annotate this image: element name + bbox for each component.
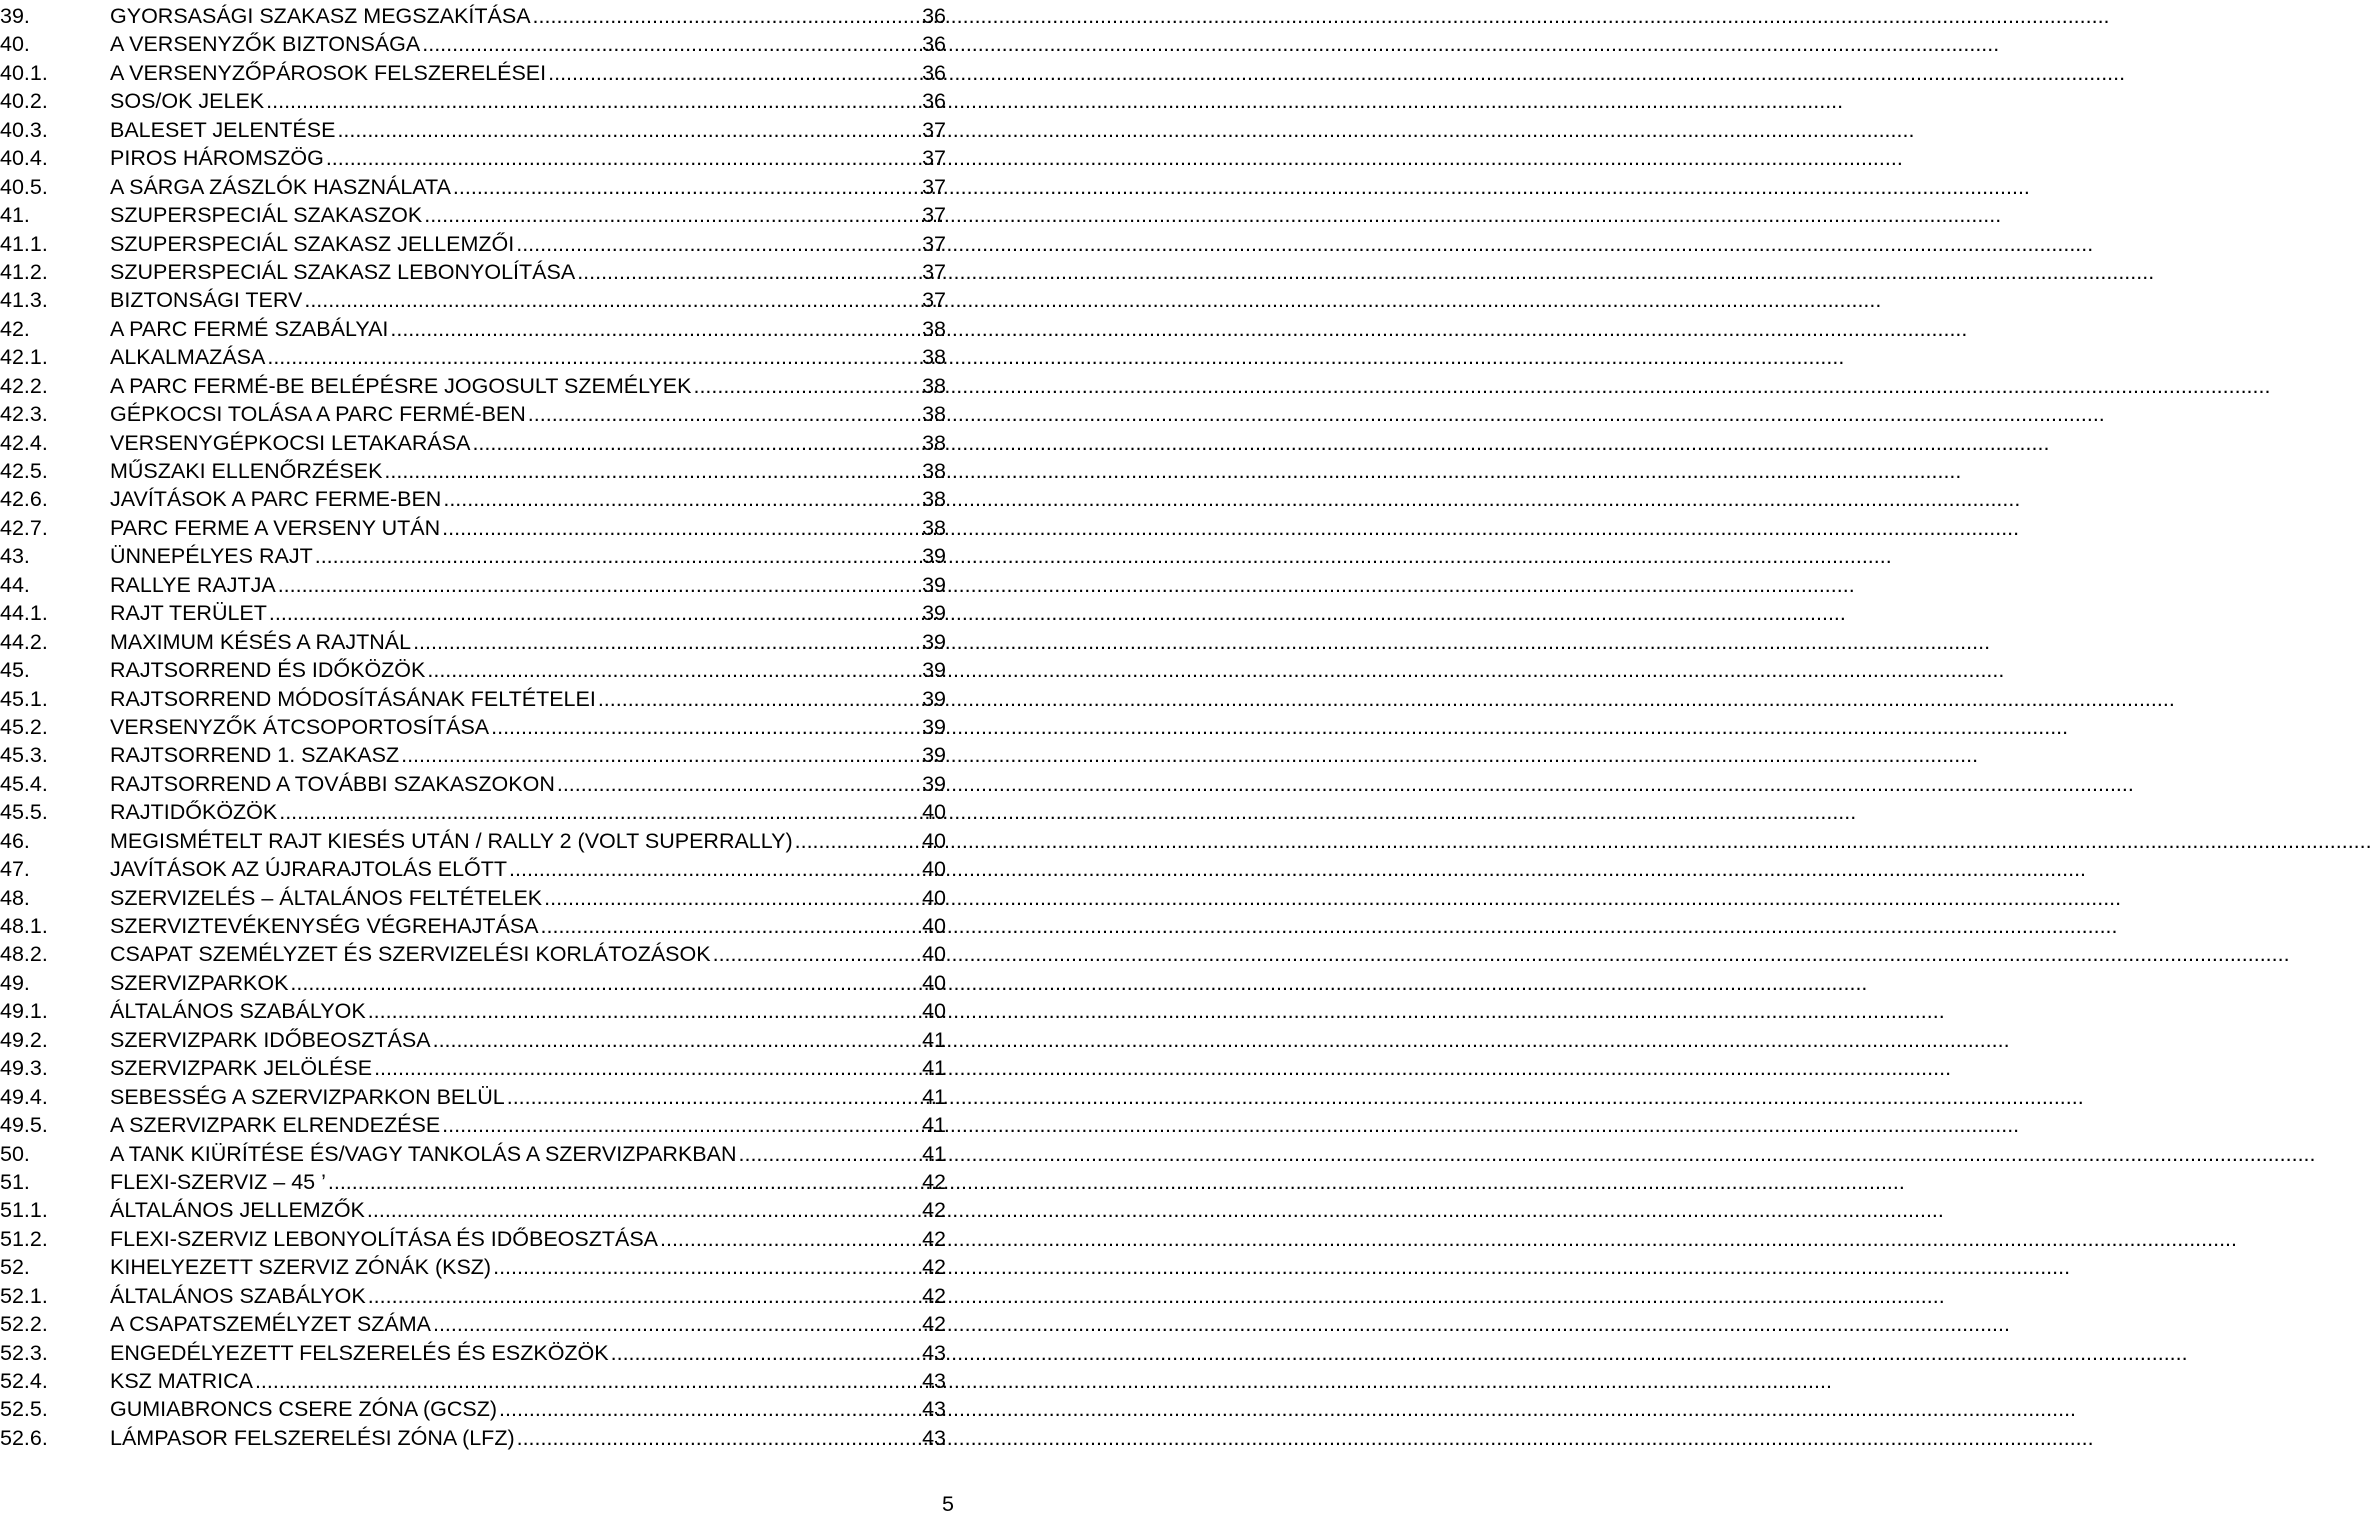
toc-entry-title: MAXIMUM KÉSÉS A RAJTNÁL <box>110 629 412 654</box>
toc-entry-number: 52.6. <box>0 1425 48 1450</box>
toc-entry-number: 48.1. <box>0 914 48 938</box>
toc-entry[interactable] <box>0 485 946 513</box>
toc-entry-title: FLEXI-SZERVIZ – 45 ’ <box>110 1169 326 1194</box>
toc-leader-dots <box>557 770 914 798</box>
toc-entry-title: RAJTSORREND ÉS IDŐKÖZÖK <box>110 658 426 683</box>
toc-entry[interactable] <box>0 713 946 741</box>
toc-entry-number: 44.1. <box>0 601 48 626</box>
toc-entry-title: SOS/OK JELEK <box>110 89 265 114</box>
toc-leader-dots <box>517 1424 914 1452</box>
toc-entry-title: A VERSENYZŐK BIZTONSÁGA <box>110 32 421 57</box>
toc-entry-number: 51. <box>0 1169 30 1194</box>
toc-leader-dots <box>533 2 914 30</box>
toc-entry-number: 40. <box>0 32 30 57</box>
toc-entry-page: 40 <box>922 914 946 938</box>
toc-entry-number: 45. <box>0 658 30 683</box>
toc-entry-title: SZERVIZPARK JELÖLÉSE <box>110 1056 373 1081</box>
toc-entry-page: 39 <box>922 544 946 569</box>
toc-entry[interactable] <box>0 599 946 627</box>
toc-entry-page: 41 <box>922 1113 946 1138</box>
toc-entry-title: GUMIABRONCS CSERE ZÓNA (GCSZ) <box>110 1397 498 1422</box>
toc-entry-title: BIZTONSÁGI TERV <box>110 288 303 313</box>
toc-leader-dots <box>413 628 914 656</box>
toc-entry[interactable] <box>0 884 946 912</box>
toc-entry[interactable] <box>0 30 946 58</box>
page-number: 5 <box>942 1492 954 1516</box>
toc-entry-title: SZUPERSPECIÁL SZAKASZOK <box>110 203 423 228</box>
toc-entry[interactable] <box>0 1225 946 1253</box>
toc-leader-dots <box>453 173 914 201</box>
toc-entry-number: 40.3. <box>0 117 48 142</box>
toc-entry-title: A PARC FERMÉ SZABÁLYAI <box>110 316 389 341</box>
toc-entry-title: BALESET JELENTÉSE <box>110 117 336 142</box>
toc-entry-title: JAVÍTÁSOK AZ ÚJRARAJTOLÁS ELŐTT <box>110 857 508 882</box>
toc-entry-page: 39 <box>922 714 946 739</box>
toc-entry-page: 38 <box>922 373 946 398</box>
toc-entry-page: 37 <box>922 146 946 171</box>
toc-entry-number: 40.1. <box>0 60 48 85</box>
toc-leader-dots <box>493 1253 914 1281</box>
toc-entry-page: 37 <box>922 203 946 228</box>
toc-entry-number: 49.3. <box>0 1056 48 1081</box>
toc-entry[interactable] <box>0 1395 946 1423</box>
toc-entry-page: 37 <box>922 117 946 142</box>
toc-entry-number: 52.4. <box>0 1369 48 1393</box>
toc-leader-dots <box>544 884 914 912</box>
toc-entry-number: 49.5. <box>0 1113 48 1138</box>
toc-entry-page: 40 <box>922 857 946 882</box>
toc-entry-number: 41. <box>0 203 30 228</box>
toc-entry-title: ÁLTALÁNOS SZABÁLYOK <box>110 1283 366 1308</box>
toc-entry-number: 39. <box>0 4 30 28</box>
toc-entry-title: RAJT TERÜLET <box>110 601 267 626</box>
toc-entry[interactable] <box>0 457 946 485</box>
toc-entry-page: 39 <box>922 771 946 796</box>
toc-leader-dots <box>739 1140 914 1168</box>
toc-entry-page: 40 <box>922 999 946 1024</box>
toc-leader-dots <box>390 315 914 343</box>
toc-leader-dots <box>713 940 914 968</box>
toc-leader-dots <box>368 1282 914 1310</box>
toc-entry-page: 39 <box>922 572 946 597</box>
toc-leader-dots <box>433 1310 914 1338</box>
toc-entry-page: 37 <box>922 288 946 313</box>
toc-leader-dots <box>367 1196 914 1224</box>
toc-entry-title: CSAPAT SZEMÉLYZET ÉS SZERVIZELÉSI KORLÁTOZÁSOK <box>110 942 711 967</box>
toc-entry-number: 49. <box>0 970 30 995</box>
toc-entry-number: 42. <box>0 316 30 341</box>
toc-entry-number: 42.2. <box>0 373 48 398</box>
toc-entry-title: SZERVIZELÉS – ÁLTALÁNOS FELTÉTELEK <box>110 885 543 910</box>
toc-leader-dots <box>315 542 914 570</box>
toc-entry-title: GYORSASÁGI SZAKASZ MEGSZAKÍTÁSA <box>110 4 531 28</box>
toc-entry-page: 38 <box>922 430 946 455</box>
toc-entry-page: 39 <box>922 601 946 626</box>
toc-entry-title: A VERSENYZŐPÁROSOK FELSZERELÉSEI <box>110 60 547 85</box>
toc-entry-number: 41.2. <box>0 259 48 284</box>
toc-entry-page: 36 <box>922 89 946 114</box>
toc-leader-dots <box>795 827 914 855</box>
toc-entry[interactable] <box>0 628 946 656</box>
toc-entry-page: 43 <box>922 1369 946 1393</box>
toc-leader-dots <box>548 59 914 87</box>
toc-entry-page: 41 <box>922 1056 946 1081</box>
toc-entry[interactable] <box>0 1367 946 1395</box>
toc-entry-number: 52.3. <box>0 1340 48 1365</box>
toc-entry[interactable] <box>0 656 946 684</box>
toc-entry[interactable] <box>0 173 946 201</box>
toc-entry-number: 52.2. <box>0 1312 48 1337</box>
toc-entry-page: 42 <box>922 1169 946 1194</box>
toc-entry[interactable] <box>0 514 946 542</box>
toc-entry[interactable] <box>0 571 946 599</box>
toc-entry-page: 43 <box>922 1397 946 1422</box>
toc-leader-dots <box>427 656 914 684</box>
toc-entry-page: 40 <box>922 885 946 910</box>
toc-entry-title: RAJTSORREND MÓDOSÍTÁSÁNAK FELTÉTELEI <box>110 686 596 711</box>
toc-entry-title: RAJTSORREND 1. SZAKASZ <box>110 743 400 768</box>
toc-leader-dots <box>424 201 914 229</box>
toc-entry[interactable] <box>0 770 946 798</box>
toc-entry-page: 37 <box>922 259 946 284</box>
toc-entry-number: 42.3. <box>0 402 48 427</box>
toc-entry-number: 42.5. <box>0 459 48 483</box>
toc-entry[interactable] <box>0 542 946 570</box>
toc-leader-dots <box>611 1339 914 1367</box>
toc-entry-title: SZUPERSPECIÁL SZAKASZ JELLEMZŐI <box>110 231 515 256</box>
toc-leader-dots <box>337 116 914 144</box>
toc-entry-number: 42.1. <box>0 345 48 370</box>
toc-entry[interactable] <box>0 685 946 713</box>
toc-entry[interactable] <box>0 1140 946 1168</box>
toc-entry-number: 45.3. <box>0 743 48 768</box>
toc-entry-title: MEGISMÉTELT RAJT KIESÉS UTÁN / RALLY 2 (VOLT SUPERRALLY) <box>110 828 793 853</box>
toc-leader-dots <box>472 429 914 457</box>
toc-entry[interactable] <box>0 144 946 172</box>
toc-entry-page: 37 <box>922 231 946 256</box>
toc-entry-title: SZERVIZPARK IDŐBEOSZTÁSA <box>110 1027 431 1052</box>
table-of-contents <box>0 2 946 1452</box>
toc-entry-number: 51.2. <box>0 1226 48 1251</box>
toc-leader-dots <box>384 457 914 485</box>
toc-leader-dots <box>491 713 914 741</box>
toc-entry-number: 43. <box>0 544 30 569</box>
toc-entry-number: 52.5. <box>0 1397 48 1422</box>
toc-entry-title: ÁLTALÁNOS JELLEMZŐK <box>110 1198 365 1223</box>
toc-leader-dots <box>326 144 914 172</box>
toc-leader-dots <box>541 912 914 940</box>
toc-leader-dots <box>499 1395 914 1423</box>
toc-leader-dots <box>328 1168 914 1196</box>
toc-entry[interactable] <box>0 343 946 371</box>
document-page <box>0 0 960 1526</box>
toc-entry[interactable] <box>0 429 946 457</box>
toc-leader-dots <box>266 87 914 115</box>
toc-entry-page: 41 <box>922 1141 946 1166</box>
toc-entry[interactable] <box>0 315 946 343</box>
toc-leader-dots <box>290 969 914 997</box>
toc-entry-number: 41.1. <box>0 231 48 256</box>
toc-entry[interactable] <box>0 1253 946 1281</box>
toc-entry-number: 45.5. <box>0 800 48 825</box>
toc-entry-title: SZUPERSPECIÁL SZAKASZ LEBONYOLÍTÁSA <box>110 259 576 284</box>
toc-entry-page: 42 <box>922 1312 946 1337</box>
toc-entry[interactable] <box>0 1424 946 1452</box>
toc-leader-dots <box>368 997 914 1025</box>
toc-leader-dots <box>528 400 914 428</box>
toc-entry-page: 40 <box>922 800 946 825</box>
toc-entry-page: 38 <box>922 459 946 483</box>
toc-entry-title: RAJTSORREND A TOVÁBBI SZAKASZOKON <box>110 771 555 796</box>
toc-leader-dots <box>516 230 914 258</box>
toc-leader-dots <box>507 1083 914 1111</box>
toc-entry[interactable] <box>0 1111 946 1139</box>
toc-leader-dots <box>433 1026 914 1054</box>
toc-entry[interactable] <box>0 1026 946 1054</box>
toc-leader-dots <box>374 1054 914 1082</box>
toc-leader-dots <box>255 1367 914 1395</box>
toc-entry-page: 38 <box>922 487 946 512</box>
toc-entry[interactable] <box>0 230 946 258</box>
toc-entry-title: VERSENYGÉPKOCSI LETAKARÁSA <box>110 430 471 455</box>
toc-entry-number: 49.2. <box>0 1027 48 1052</box>
toc-entry-number: 42.7. <box>0 515 48 540</box>
toc-entry[interactable] <box>0 969 946 997</box>
toc-entry[interactable] <box>0 741 946 769</box>
toc-entry-number: 45.1. <box>0 686 48 711</box>
toc-entry-number: 52. <box>0 1255 30 1280</box>
toc-entry-title: LÁMPASOR FELSZERELÉSI ZÓNA (LFZ) <box>110 1425 515 1450</box>
toc-entry-page: 38 <box>922 345 946 370</box>
toc-entry-page: 42 <box>922 1226 946 1251</box>
toc-entry-title: PARC FERME A VERSENY UTÁN <box>110 515 441 540</box>
toc-entry[interactable] <box>0 997 946 1025</box>
toc-entry-page: 39 <box>922 686 946 711</box>
toc-entry[interactable] <box>0 59 946 87</box>
toc-entry[interactable] <box>0 1196 946 1224</box>
toc-entry-number: 40.5. <box>0 174 48 199</box>
toc-entry-number: 44.2. <box>0 629 48 654</box>
toc-leader-dots <box>509 855 914 883</box>
toc-leader-dots <box>401 741 914 769</box>
toc-entry[interactable] <box>0 372 946 400</box>
toc-entry-page: 42 <box>922 1255 946 1280</box>
toc-entry-title: ÜNNEPÉLYES RAJT <box>110 544 313 569</box>
toc-entry-title: A SÁRGA ZÁSZLÓK HASZNÁLATA <box>110 174 451 199</box>
toc-entry-number: 42.6. <box>0 487 48 512</box>
toc-entry-title: A SZERVIZPARK ELRENDEZÉSE <box>110 1113 441 1138</box>
toc-entry-title: SZERVIZTEVÉKENYSÉG VÉGREHAJTÁSA <box>110 914 539 938</box>
toc-entry-page: 40 <box>922 828 946 853</box>
toc-entry[interactable] <box>0 1310 946 1338</box>
toc-entry-title: MŰSZAKI ELLENŐRZÉSEK <box>110 459 383 483</box>
toc-entry-number: 46. <box>0 828 30 853</box>
toc-entry-page: 38 <box>922 515 946 540</box>
toc-entry-page: 43 <box>922 1425 946 1450</box>
toc-entry-title: A PARC FERMÉ-BE BELÉPÉSRE JOGOSULT SZEMÉLYEK <box>110 373 692 398</box>
toc-entry-number: 41.3. <box>0 288 48 313</box>
toc-entry-page: 41 <box>922 1084 946 1109</box>
toc-entry-title: VERSENYZŐK ÁTCSOPORTOSÍTÁSA <box>110 714 490 739</box>
toc-leader-dots <box>660 1225 914 1253</box>
toc-leader-dots <box>278 571 914 599</box>
toc-entry-title: PIROS HÁROMSZÖG <box>110 146 324 171</box>
toc-entry[interactable] <box>0 1168 946 1196</box>
toc-leader-dots <box>598 685 914 713</box>
toc-entry-page: 36 <box>922 60 946 85</box>
toc-entry-title: KIHELYEZETT SZERVIZ ZÓNÁK (KSZ) <box>110 1255 492 1280</box>
toc-entry[interactable] <box>0 1083 946 1111</box>
toc-entry-page: 38 <box>922 316 946 341</box>
toc-entry-number: 51.1. <box>0 1198 48 1223</box>
toc-entry-number: 49.1. <box>0 999 48 1024</box>
toc-entry-number: 50. <box>0 1141 30 1166</box>
toc-entry-page: 38 <box>922 402 946 427</box>
toc-leader-dots <box>442 1111 914 1139</box>
toc-entry-page: 39 <box>922 629 946 654</box>
toc-entry-title: ENGEDÉLYEZETT FELSZERELÉS ÉS ESZKÖZÖK <box>110 1340 609 1365</box>
toc-entry-number: 48.2. <box>0 942 48 967</box>
toc-entry-page: 40 <box>922 970 946 995</box>
toc-entry-number: 49.4. <box>0 1084 48 1109</box>
toc-entry-number: 47. <box>0 857 30 882</box>
toc-entry[interactable] <box>0 827 946 855</box>
toc-entry-title: KSZ MATRICA <box>110 1369 253 1393</box>
toc-entry[interactable] <box>0 201 946 229</box>
toc-entry[interactable] <box>0 912 946 940</box>
toc-entry[interactable] <box>0 286 946 314</box>
toc-entry[interactable] <box>0 940 946 968</box>
toc-entry-title: SZERVIZPARKOK <box>110 970 289 995</box>
toc-entry[interactable] <box>0 1282 946 1310</box>
toc-entry-page: 42 <box>922 1283 946 1308</box>
toc-entry-number: 44. <box>0 572 30 597</box>
toc-entry-title: A TANK KIÜRÍTÉSE ÉS/VAGY TANKOLÁS A SZERVIZPARKBAN <box>110 1141 737 1166</box>
toc-entry[interactable] <box>0 1054 946 1082</box>
toc-leader-dots <box>577 258 914 286</box>
toc-entry[interactable] <box>0 1339 946 1367</box>
toc-entry-number: 45.2. <box>0 714 48 739</box>
toc-entry-title: RALLYE RAJTJA <box>110 572 276 597</box>
toc-entry[interactable] <box>0 798 946 826</box>
toc-entry[interactable] <box>0 258 946 286</box>
toc-entry-title: ÁLTALÁNOS SZABÁLYOK <box>110 999 366 1024</box>
toc-entry-page: 39 <box>922 743 946 768</box>
toc-entry-title: ALKALMAZÁSA <box>110 345 266 370</box>
toc-entry-number: 45.4. <box>0 771 48 796</box>
toc-leader-dots <box>443 485 914 513</box>
toc-leader-dots <box>693 372 914 400</box>
toc-entry-page: 39 <box>922 658 946 683</box>
toc-entry-page: 42 <box>922 1198 946 1223</box>
toc-entry[interactable] <box>0 855 946 883</box>
toc-entry-number: 40.2. <box>0 89 48 114</box>
toc-leader-dots <box>279 798 914 826</box>
toc-entry-page: 41 <box>922 1027 946 1052</box>
toc-entry[interactable] <box>0 87 946 115</box>
toc-entry-title: GÉPKOCSI TOLÁSA A PARC FERMÉ-BEN <box>110 402 526 427</box>
toc-entry-title: SEBESSÉG A SZERVIZPARKON BELÜL <box>110 1084 505 1109</box>
toc-entry-page: 37 <box>922 174 946 199</box>
toc-entry[interactable] <box>0 400 946 428</box>
toc-entry[interactable] <box>0 116 946 144</box>
toc-entry-page: 36 <box>922 4 946 28</box>
toc-leader-dots <box>269 599 914 627</box>
toc-entry-title: RAJTIDŐKÖZÖK <box>110 800 278 825</box>
toc-entry-title: FLEXI-SZERVIZ LEBONYOLÍTÁSA ÉS IDŐBEOSZTÁSA <box>110 1226 659 1251</box>
toc-leader-dots <box>422 30 914 58</box>
toc-entry-number: 48. <box>0 885 30 910</box>
toc-entry[interactable] <box>0 2 946 30</box>
toc-entry-number: 40.4. <box>0 146 48 171</box>
toc-entry-number: 52.1. <box>0 1283 48 1308</box>
toc-entry-page: 43 <box>922 1340 946 1365</box>
toc-entry-page: 40 <box>922 942 946 967</box>
toc-entry-number: 42.4. <box>0 430 48 455</box>
toc-leader-dots <box>304 286 914 314</box>
toc-entry-title: A CSAPATSZEMÉLYZET SZÁMA <box>110 1312 431 1337</box>
toc-leader-dots <box>442 514 914 542</box>
toc-entry-page: 36 <box>922 32 946 57</box>
toc-leader-dots <box>267 343 914 371</box>
toc-entry-title: JAVÍTÁSOK A PARC FERME-BEN <box>110 487 442 512</box>
